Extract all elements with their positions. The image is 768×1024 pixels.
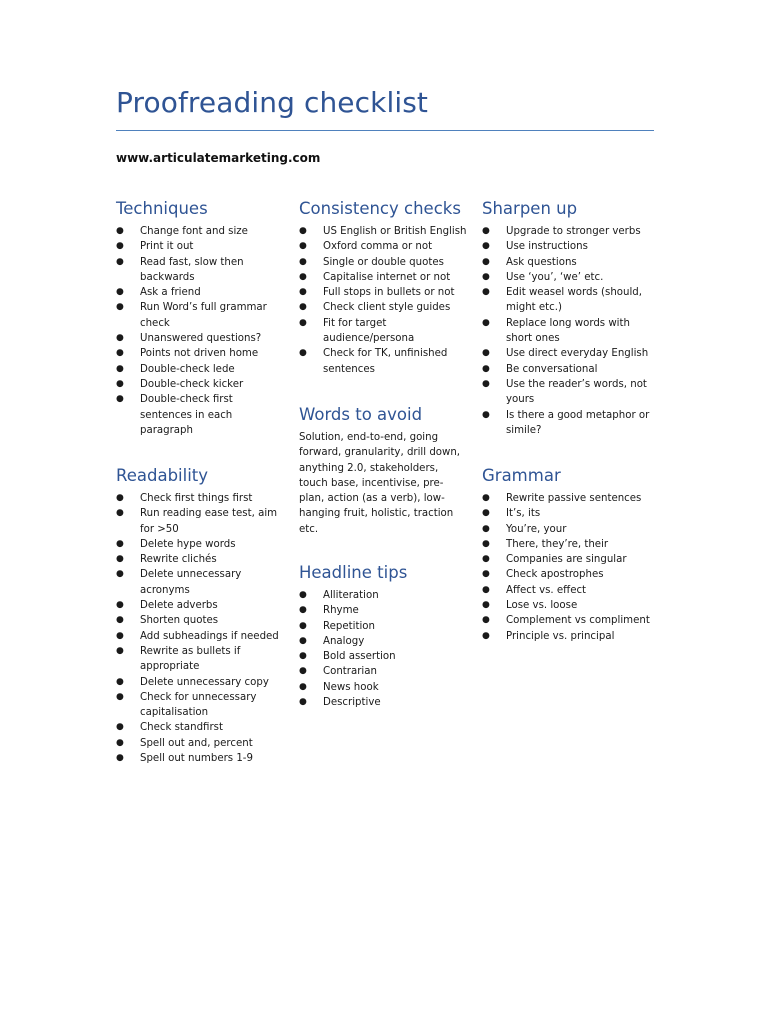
bullet-icon: ●: [116, 753, 124, 764]
bullet-icon: ●: [299, 302, 307, 313]
bullet-icon: ●: [299, 256, 307, 267]
list-item-text: Check for TK, unfinished sentences: [323, 348, 448, 375]
bullet-icon: ●: [482, 409, 490, 420]
bullet-icon: ●: [482, 348, 490, 359]
list-item: [482, 583, 656, 598]
list-item-text: Check for unnecessary capitalisation: [140, 691, 257, 719]
section-sharpen-up: [482, 199, 656, 438]
bullet-icon: ●: [482, 378, 490, 389]
list-item: [482, 285, 656, 316]
list-item: [482, 537, 656, 552]
list-item: [482, 491, 656, 506]
list-item: [299, 346, 471, 377]
list-item: [116, 362, 286, 377]
list-item: [116, 598, 286, 613]
bullet-icon: ●: [482, 630, 490, 641]
list-item-text: Delete unnecessary copy: [140, 676, 269, 688]
list-item: [299, 270, 471, 285]
checklist: [299, 224, 471, 377]
list-item-text: Single or double quotes: [323, 256, 444, 268]
bullet-icon: ●: [482, 226, 490, 236]
bullet-icon: ●: [482, 615, 490, 626]
list-item-text: Capitalise internet or not: [323, 271, 451, 283]
list-item-text: It’s, its: [506, 508, 541, 520]
section-heading: Readability: [116, 466, 209, 485]
list-item: [116, 377, 286, 392]
list-item-text: Run reading ease test, aim for >50: [140, 508, 278, 535]
list-item-text: Rewrite clichés: [140, 554, 217, 566]
list-item-text: Unanswered questions?: [140, 333, 262, 345]
bullet-icon: ●: [299, 348, 307, 359]
list-item-text: Use the reader’s words, not yours: [506, 378, 647, 406]
bullet-icon: ●: [116, 394, 124, 405]
list-item: [299, 649, 469, 664]
checklist: [116, 224, 286, 438]
list-item: [482, 522, 656, 537]
section-consistency-checks: [299, 199, 471, 377]
bullet-icon: ●: [482, 241, 490, 252]
list-item: [482, 598, 656, 613]
list-item: [482, 629, 656, 644]
list-item-text: There, they’re, their: [506, 538, 609, 550]
list-item-text: Lose vs. loose: [506, 600, 578, 612]
bullet-icon: ●: [299, 241, 307, 252]
list-item: [116, 690, 286, 721]
bullet-icon: ●: [116, 287, 124, 298]
list-item-text: Print it out: [140, 241, 194, 253]
list-item-text: Principle vs. principal: [506, 630, 615, 642]
list-item: [116, 300, 286, 331]
bullet-icon: ●: [116, 348, 124, 359]
list-item-text: Change font and size: [140, 226, 248, 237]
bullet-icon: ●: [482, 317, 490, 328]
title-divider: [116, 130, 654, 131]
bullet-icon: ●: [116, 615, 124, 626]
list-item-text: Add subheadings if needed: [140, 630, 279, 642]
list-item-text: You’re, your: [506, 523, 567, 535]
bullet-icon: ●: [482, 363, 490, 374]
section-techniques: [116, 199, 286, 438]
list-item-text: Rhyme: [323, 605, 359, 617]
section-grammar: [482, 466, 656, 644]
page-title: Proofreading checklist: [116, 86, 428, 119]
list-item-text: Oxford comma or not: [323, 241, 433, 253]
bullet-icon: ●: [116, 378, 124, 389]
bullet-icon: ●: [116, 302, 124, 313]
list-item-text: Check standfirst: [140, 722, 223, 734]
list-item: [482, 270, 656, 285]
list-item-text: Is there a good metaphor or simile?: [506, 409, 650, 436]
bullet-icon: ●: [116, 241, 124, 252]
bullet-icon: ●: [116, 538, 124, 549]
list-item: [116, 537, 286, 552]
list-item-text: US English or British English: [323, 226, 467, 237]
bullet-icon: ●: [482, 508, 490, 519]
section-heading: Techniques: [116, 199, 208, 218]
list-item: [299, 680, 469, 695]
list-item-text: Check first things first: [140, 493, 253, 504]
bullet-icon: ●: [299, 697, 307, 708]
list-item-text: Double-check kicker: [140, 378, 244, 390]
bullet-icon: ●: [299, 271, 307, 282]
list-item-text: Spell out and, percent: [140, 737, 253, 749]
list-item: [299, 664, 469, 679]
list-item: [116, 613, 286, 628]
section-readability: [116, 466, 286, 766]
bullet-icon: ●: [116, 554, 124, 565]
list-item: [299, 224, 471, 239]
list-item: [482, 377, 656, 408]
bullet-icon: ●: [116, 363, 124, 374]
bullet-icon: ●: [116, 333, 124, 344]
list-item: [116, 751, 286, 766]
bullet-icon: ●: [482, 287, 490, 298]
section-headline-tips: [299, 563, 469, 710]
list-item: [116, 629, 286, 644]
bullet-icon: ●: [116, 226, 124, 236]
list-item-text: Spell out numbers 1-9: [140, 753, 253, 765]
bullet-icon: ●: [299, 590, 307, 600]
list-item-text: Check apostrophes: [506, 569, 604, 581]
list-item: [299, 695, 469, 710]
list-item: [116, 331, 286, 346]
list-item: [116, 224, 286, 239]
bullet-icon: ●: [482, 271, 490, 282]
list-item: [482, 552, 656, 567]
list-item-text: Replace long words with short ones: [506, 317, 630, 345]
list-item: [482, 362, 656, 377]
list-item: [482, 408, 656, 439]
list-item-text: Fit for target audience/persona: [323, 317, 415, 345]
list-item-text: Complement vs compliment: [506, 615, 650, 627]
bullet-icon: ●: [299, 681, 307, 692]
list-item: [116, 285, 286, 300]
section-heading: Consistency checks: [299, 199, 461, 218]
list-item-text: Read fast, slow then backwards: [140, 256, 244, 283]
list-item: [299, 239, 471, 254]
list-item: [482, 346, 656, 361]
bullet-icon: ●: [299, 666, 307, 677]
list-item: [482, 567, 656, 582]
list-item-text: Shorten quotes: [140, 615, 219, 627]
list-item-text: Alliteration: [323, 590, 379, 601]
list-item: [482, 255, 656, 270]
bullet-icon: ●: [116, 600, 124, 611]
list-item-text: Companies are singular: [506, 554, 627, 566]
bullet-icon: ●: [482, 584, 490, 595]
list-item: [116, 255, 286, 286]
list-item-text: Check client style guides: [323, 302, 451, 314]
bullet-icon: ●: [482, 600, 490, 611]
bullet-icon: ●: [116, 493, 124, 503]
list-item: [299, 588, 469, 603]
list-item: [299, 619, 469, 634]
list-item: [482, 239, 656, 254]
list-item-text: Upgrade to stronger verbs: [506, 226, 641, 237]
bullet-icon: ●: [299, 635, 307, 646]
list-item-text: Repetition: [323, 620, 375, 632]
checklist: [299, 588, 469, 710]
bullet-icon: ●: [116, 722, 124, 733]
list-item-text: Double-check lede: [140, 363, 235, 375]
list-item: [482, 506, 656, 521]
list-item-text: Delete hype words: [140, 538, 236, 550]
bullet-icon: ●: [299, 620, 307, 631]
section-heading: Headline tips: [299, 563, 408, 582]
list-item-text: Delete unnecessary acronyms: [140, 569, 242, 596]
bullet-icon: ●: [116, 737, 124, 748]
list-item: [116, 567, 286, 598]
list-item-text: Ask a friend: [140, 287, 201, 299]
words-to-avoid-text: Solution, end-to-end, going forward, granularity, drill down, anything 2.0, stakeholders, touch base, incentivise, pre-plan, action (as a verb), low-hanging fruit, holistic, traction etc.: [299, 432, 461, 535]
list-item-text: Be conversational: [506, 363, 598, 375]
bullet-icon: ●: [116, 645, 124, 656]
list-item-text: Bold assertion: [323, 651, 396, 663]
bullet-icon: ●: [116, 569, 124, 580]
list-item-text: Delete adverbs: [140, 600, 218, 612]
list-item-text: Use direct everyday English: [506, 348, 649, 360]
list-item-text: Ask questions: [506, 256, 577, 268]
bullet-icon: ●: [482, 554, 490, 565]
list-item-text: News hook: [323, 681, 379, 693]
list-item: [116, 506, 286, 537]
bullet-icon: ●: [116, 691, 124, 702]
list-item-text: Use ‘you’, ‘we’ etc.: [506, 271, 604, 283]
list-item: [299, 603, 469, 618]
list-item-text: Run Word’s full grammar check: [140, 302, 267, 329]
bullet-icon: ●: [116, 256, 124, 267]
bullet-icon: ●: [299, 317, 307, 328]
bullet-icon: ●: [116, 630, 124, 641]
list-item-text: Rewrite as bullets if appropriate: [140, 645, 241, 673]
list-item: [116, 675, 286, 690]
list-item: [299, 300, 471, 315]
list-item: [482, 613, 656, 628]
checklist: [482, 224, 656, 438]
bullet-icon: ●: [116, 676, 124, 687]
list-item: [116, 346, 286, 361]
list-item: [299, 634, 469, 649]
bullet-icon: ●: [482, 523, 490, 534]
bullet-icon: ●: [299, 226, 307, 236]
list-item-text: Contrarian: [323, 666, 377, 678]
list-item-text: Analogy: [323, 635, 365, 647]
list-item: [116, 491, 286, 506]
bullet-icon: ●: [116, 508, 124, 519]
bullet-icon: ●: [482, 538, 490, 549]
list-item: [116, 239, 286, 254]
bullet-icon: ●: [482, 569, 490, 580]
list-item-text: Use instructions: [506, 241, 588, 253]
list-item-text: Double-check first sentences in each paragraph: [140, 394, 233, 436]
list-item: [116, 392, 286, 438]
list-item: [299, 255, 471, 270]
bullet-icon: ●: [299, 287, 307, 298]
section-heading: Grammar: [482, 466, 561, 485]
section-heading: Words to avoid: [299, 405, 423, 424]
list-item: [299, 285, 471, 300]
list-item-text: Descriptive: [323, 697, 381, 709]
list-item-text: Points not driven home: [140, 348, 259, 360]
list-item: [482, 316, 656, 347]
list-item: [299, 316, 471, 347]
list-item: [116, 720, 286, 735]
section-words-to-avoid: [299, 405, 465, 537]
bullet-icon: ●: [482, 493, 490, 503]
bullet-icon: ●: [299, 651, 307, 662]
list-item: [482, 224, 656, 239]
list-item-text: Rewrite passive sentences: [506, 493, 642, 504]
bullet-icon: ●: [299, 605, 307, 616]
checklist: [482, 491, 656, 644]
list-item-text: Full stops in bullets or not: [323, 287, 455, 299]
list-item: [116, 644, 286, 675]
checklist: [116, 491, 286, 766]
list-item-text: Edit weasel words (should, might etc.): [506, 287, 643, 314]
list-item-text: Affect vs. effect: [506, 584, 587, 596]
website-url: www.articulatemarketing.com: [116, 151, 321, 165]
list-item: [116, 736, 286, 751]
list-item: [116, 552, 286, 567]
bullet-icon: ●: [482, 256, 490, 267]
section-heading: Sharpen up: [482, 199, 578, 218]
